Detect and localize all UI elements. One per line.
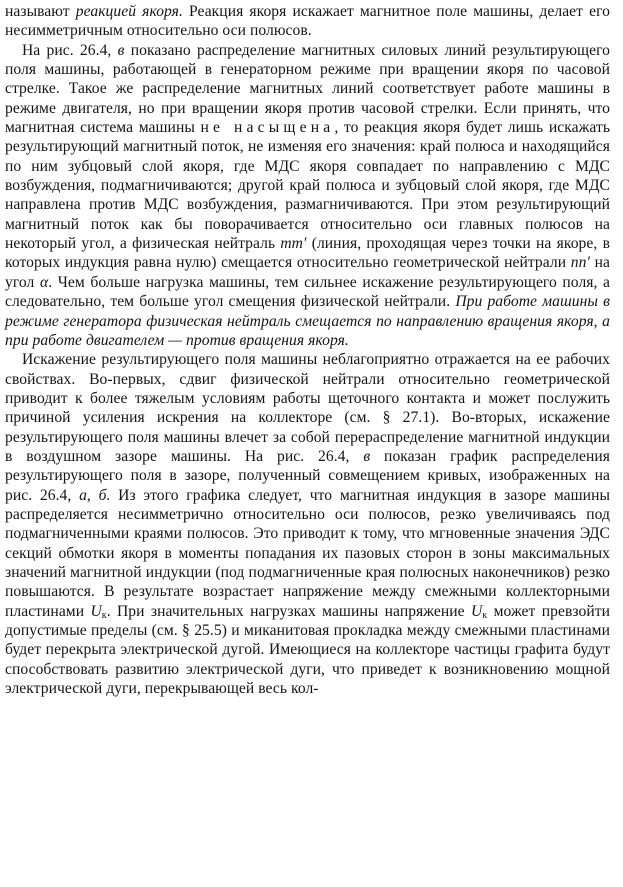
italic-text-run: mm′ (280, 235, 307, 253)
text-run: Искажение результирующего поля машины неблагоприятно отражается на ее рабочих свойствах. Во-первых, сдвиг физической нейтрали относительно геометрической приводит к более тяжелым условиям работы щеточного контакта и может послужить причиной усиления искрения на коллекторе (см. § 27.1). Во-вторых, искажение результирующего поля машины влечет за собой перераспределение магнитной индукции в воздушном зазоре машины. На рис. 26.4, (5, 351, 610, 465)
text-run: . Чем больше нагрузка машины, тем сильнее искажение результирующего поля, а следовательно, тем больше угол смещения физической нейтрали. (5, 273, 610, 311)
text-run: показан график распределения результирующего поля в зазоре, полученный совмещением кривых, изображенных на рис. 26.4, (5, 447, 610, 504)
text-run: может превзойти допустимые пределы (см. § 25.5) и миканитовая прокладка между смежными пластинами будет перекрыта электрической дугой. Имеющиеся на коллекторе частицы графита будут способствовать развитию электрической дуги, что приведет к возникновению мощной электрической дуги, перекрывающей весь кол- (5, 602, 610, 698)
italic-text-run: а, б. (79, 486, 111, 504)
text-run: на угол (5, 254, 610, 291)
italic-text-run: α (39, 273, 49, 291)
italic-text-run: U (470, 602, 483, 620)
paragraph (5, 350, 610, 698)
text-run: Из этого графика следует, что магнитная индукция в зазоре машины распределяется несимметрично относительно оси полюсов, резко увеличиваясь под подмагниченными краями полюсов. Это приводит к тому, что мгновенные значения ЭДС секций обмотки якоря в моменты попадания их пазовых сторон в зоны максимальных значений магнитной индукции (под подмагниченные края полюсных наконечников) резко повышаются. В результате возрастает напряжение между смежными коллекторными пластинами (5, 486, 611, 620)
text-run: к (482, 609, 488, 621)
paragraph (5, 2, 610, 41)
italic-text-run: nn′ (570, 254, 590, 272)
text-run: , то реакция якоря будет лишь искажать результирующий магнитный поток, не изменяя его значения: край полюса и находящийся по ним зубцовый слой якоря, где МДС якоря совпадает по направлению с МДС возбуждения, подмагничиваются; другой край полюса и зубцовый слой якоря, где МДС направлена против МДС возбуждения, размагничиваются. При этом результирующий магнитный поток как бы поворачивается относительно оси главных полюсов на некоторый угол, а физическая нейтраль (5, 119, 610, 253)
italic-text-run: реакцией якоря. (75, 3, 183, 20)
text-run: (линия, проходящая через точки на якоре, в которых индукция равна нулю) смещается относительно геометрической нейтрали (5, 235, 610, 272)
italic-text-run: в (117, 41, 125, 59)
paragraph (5, 41, 610, 351)
italic-text-run: U (90, 602, 102, 620)
text-run: называют (5, 3, 76, 20)
text-body (5, 2, 610, 698)
italic-text-run: При работе машины в режиме генератора физическая нейтраль смещается по направлению вращения якоря, а при работе двигателем — против вращения якоря. (5, 293, 611, 349)
spaced-text-run: не насыщена (200, 119, 335, 137)
text-run: показано распределение магнитных силовых линий результирующего поля машины, работающей в генераторном режиме при вращении якоря по часовой стрелке. Такое же распределение магнитных линий соответствует работе машины в режиме двигателя, но при вращении якоря против часовой стрелки. Если принять, что магнитная система машины (5, 41, 610, 137)
text-run: . При значительных нагрузках машины напряжение (106, 602, 471, 620)
text-run: к (101, 609, 107, 621)
text-run: На рис. 26.4, (22, 41, 118, 59)
page-footer (0, 878, 623, 887)
text-run: Реакция якоря искажает магнитное поле машины, делает его несимметричным относительно оси полюсов. (5, 3, 610, 40)
document-page (5, 2, 610, 698)
italic-text-run: в (363, 447, 371, 465)
